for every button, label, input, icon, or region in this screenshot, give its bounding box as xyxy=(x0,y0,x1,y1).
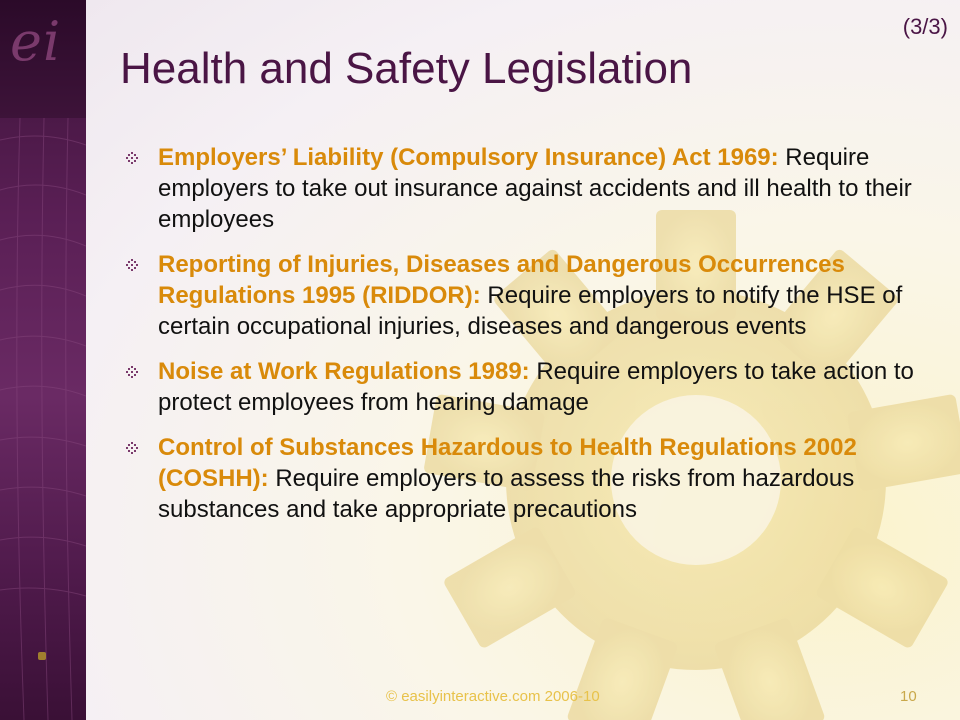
list-item xyxy=(120,356,920,418)
page-number: 10 xyxy=(900,688,917,705)
list-item xyxy=(120,432,920,525)
legislation-description: Require employers to assess the risks from hazardous substances and take appropriate precautions xyxy=(158,465,855,523)
diamond-grid-bullet-icon xyxy=(126,152,138,164)
sidebar-marker xyxy=(38,652,46,660)
diamond-grid-bullet-icon xyxy=(126,259,138,271)
legislation-description: Require employers to take action to protect employees from hearing damage xyxy=(158,358,914,416)
slide-counter: (3/3) xyxy=(902,14,948,39)
list-item xyxy=(120,249,920,342)
diamond-grid-bullet-icon xyxy=(126,366,138,378)
footer-copyright: © easilyinteractive.com 2006-10 xyxy=(386,688,600,705)
bullet-list xyxy=(120,142,920,539)
legislation-name: Employers’ Liability (Compulsory Insurance) Act 1969: xyxy=(158,144,779,171)
legislation-name: Reporting of Injuries, Diseases and Dangerous Occurrences Regulations 1995 (RIDDOR): xyxy=(158,251,845,309)
list-item xyxy=(120,142,920,235)
diamond-grid-bullet-icon xyxy=(126,442,138,454)
sidebar-grid-pattern xyxy=(0,0,86,720)
logo: ei xyxy=(10,10,62,73)
legislation-description: Require employers to take out insurance against accidents and ill health to their employees xyxy=(158,144,912,233)
legislation-name: Noise at Work Regulations 1989: xyxy=(158,358,530,385)
legislation-description: Require employers to notify the HSE of certain occupational injuries, diseases and dangerous events xyxy=(158,282,903,340)
slide-title: Health and Safety Legislation xyxy=(120,44,693,93)
legislation-name: Control of Substances Hazardous to Health Regulations 2002 (COSHH): xyxy=(158,434,857,492)
sidebar xyxy=(0,0,86,720)
